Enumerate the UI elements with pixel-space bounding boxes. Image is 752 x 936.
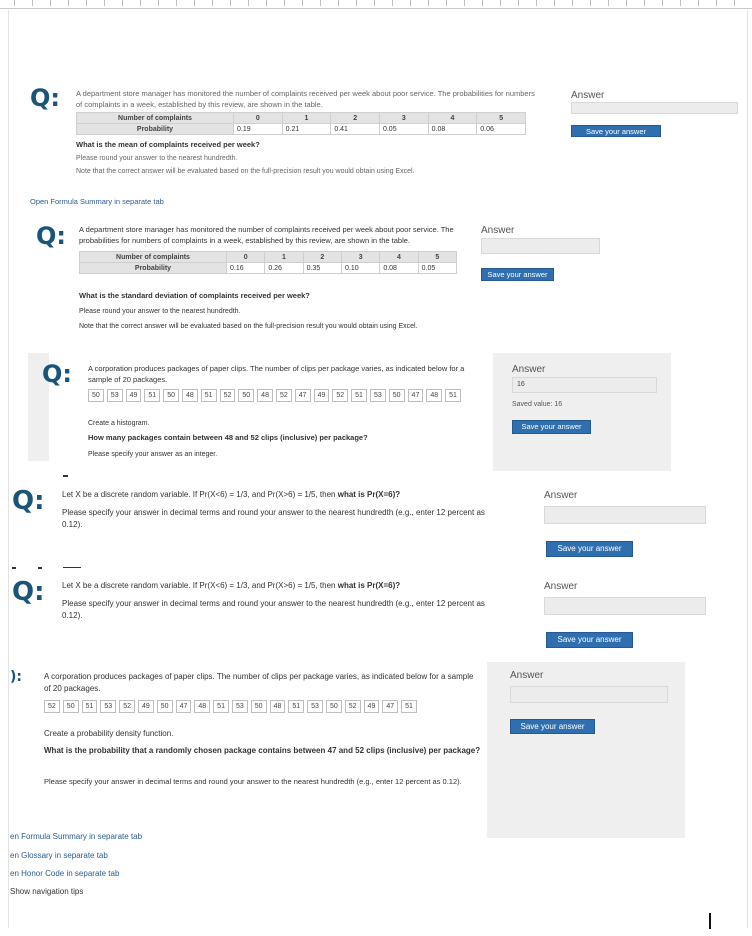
answer-input[interactable]: [571, 102, 738, 114]
sample-value: 51: [213, 700, 229, 713]
sample-value: 50: [63, 700, 79, 713]
sample-value: 50: [389, 389, 405, 402]
sample-value: 51: [445, 389, 461, 402]
ruler-tick: [500, 0, 501, 6]
sample-value: 53: [307, 700, 323, 713]
task-text: Create a probability density function.: [44, 729, 174, 738]
ruler-tick: [608, 0, 609, 6]
table-row-label: Number of complaints: [80, 252, 227, 263]
ruler-tick: [356, 0, 357, 6]
probability-table: [79, 251, 457, 274]
divider-mark: [38, 567, 42, 569]
question-bold-text: what is Pr(X=6)?: [337, 490, 401, 499]
answer-label: Answer: [544, 490, 578, 501]
answer-label: Answer: [571, 90, 605, 101]
table-header: 4: [380, 252, 418, 263]
sample-value: 51: [82, 700, 98, 713]
ruler-tick: [572, 0, 573, 6]
ruler-tick: [266, 0, 267, 6]
sample-value: 50: [238, 389, 254, 402]
question-prompt: How many packages contain between 48 and 52 clips (inclusive) per package?: [88, 433, 368, 442]
sample-value: 48: [257, 389, 273, 402]
table-cell: 0.19: [234, 124, 283, 135]
sample-value: 48: [182, 389, 198, 402]
excel-note: Note that the correct answer will be evaluated based on the full-precision result you would obtain using Excel.: [79, 323, 418, 330]
sample-value: 47: [176, 700, 192, 713]
table-cell: 0.21: [282, 124, 331, 135]
divider-mark: [12, 567, 16, 569]
sample-value: 50: [88, 389, 104, 402]
decimal-hint: Please specify your answer in decimal terms and round your answer to the nearest hundredth (e.g., enter 12 percent as 0.12).: [44, 777, 462, 786]
sample-value: 52: [119, 700, 135, 713]
sample-value: 51: [351, 389, 367, 402]
ruler-tick: [194, 0, 195, 6]
ruler-tick: [518, 0, 519, 6]
ruler-tick: [482, 0, 483, 6]
sample-value: 47: [382, 700, 398, 713]
table-cell: 0.10: [341, 263, 379, 274]
save-answer-button[interactable]: Save your answer: [512, 420, 591, 434]
question-prompt: What is the standard deviation of complaints received per week?: [79, 291, 310, 300]
answer-label: Answer: [512, 364, 546, 375]
question-intro: A corporation produces packages of paper clips. The number of clips per package varies, as indicated below for a sample of 20 packages.: [88, 364, 465, 384]
question-prompt: [62, 489, 502, 501]
question-intro: A department store manager has monitored the number of complaints received per week about poor service. The probabilities for numbers of complaints in a week, established by this review, are shown in the table.: [79, 225, 454, 245]
table-header: 4: [428, 113, 477, 124]
ruler-tick: [140, 0, 141, 6]
question-mark-icon: Q:: [30, 84, 60, 112]
ruler-tick: [248, 0, 249, 6]
ruler-tick: [50, 0, 51, 6]
integer-hint: Please specify your answer as an integer.: [88, 451, 218, 458]
ruler-tick: [446, 0, 447, 6]
ruler-tick: [212, 0, 213, 6]
ruler-tick: [338, 0, 339, 6]
question-prompt: What is the probability that a randomly chosen package contains between 47 and 52 clips (inclusive) per package?: [44, 746, 481, 755]
question-text: Let X be a discrete random variable. If Pr(X<6) = 1/3, and Pr(X>6) = 1/5, then: [62, 490, 338, 499]
ruler-tick: [554, 0, 555, 6]
sample-value: 48: [270, 700, 286, 713]
answer-label: Answer: [510, 670, 544, 681]
sample-value: 53: [107, 389, 123, 402]
answer-label: Answer: [481, 225, 515, 236]
table-header: 1: [282, 113, 331, 124]
ruler-tick: [716, 0, 717, 6]
ruler-tick: [374, 0, 375, 6]
table-cell: 0.08: [428, 124, 477, 135]
table-cell: 0.06: [477, 124, 526, 135]
ruler-tick: [680, 0, 681, 6]
text-cursor: [709, 913, 711, 929]
ruler-tick: [464, 0, 465, 6]
navigation-tips-link[interactable]: Show navigation tips: [10, 887, 84, 896]
sample-value: 50: [251, 700, 267, 713]
sample-value: 52: [220, 389, 236, 402]
sample-value: 52: [44, 700, 60, 713]
table-cell: 0.35: [303, 263, 341, 274]
sample-value: 48: [426, 389, 442, 402]
save-answer-button[interactable]: Save your answer: [571, 125, 661, 137]
answer-input[interactable]: [544, 506, 706, 524]
table-header: 5: [418, 252, 456, 263]
ruler-tick: [428, 0, 429, 6]
sample-value: 47: [408, 389, 424, 402]
glossary-link[interactable]: en Glossary in separate tab: [10, 851, 108, 860]
sample-value: 48: [194, 700, 210, 713]
ruler-tick: [698, 0, 699, 6]
sample-value: 47: [295, 389, 311, 402]
sample-value: 49: [138, 700, 154, 713]
ruler-tick: [230, 0, 231, 6]
table-row-label: Probability: [77, 124, 234, 135]
saved-value-text: Saved value: 16: [512, 401, 563, 408]
ruler-tick: [626, 0, 627, 6]
ruler-tick: [104, 0, 105, 6]
question-intro: A department store manager has monitored the number of complaints received per week about poor service. The probabilities for numbers of complaints in a week, established by this review, are shown in the table.: [76, 89, 535, 109]
ruler-tick: [14, 0, 15, 6]
ruler-tick: [392, 0, 393, 6]
ruler-tick: [320, 0, 321, 6]
table-header: 0: [227, 252, 265, 263]
question-text: Let X be a discrete random variable. If Pr(X<6) = 1/3, and Pr(X>6) = 1/5, then: [62, 581, 338, 590]
save-answer-button[interactable]: Save your answer: [510, 719, 595, 734]
ruler-tick: [68, 0, 69, 6]
table-cell: 0.41: [331, 124, 380, 135]
ruler-tick: [734, 0, 735, 6]
table-header: 3: [341, 252, 379, 263]
ruler-tick: [86, 0, 87, 6]
decimal-hint: Please specify your answer in decimal terms and round your answer to the nearest hundredth (e.g., enter 12 percent as 0.12).: [62, 508, 485, 529]
top-ruler: [0, 0, 752, 9]
rounding-hint: Please round your answer to the nearest hundredth.: [76, 155, 238, 162]
question-mark-icon: Q:: [42, 360, 72, 388]
table-header: 3: [379, 113, 428, 124]
table-cell: 0.05: [418, 263, 456, 274]
answer-input[interactable]: [510, 686, 668, 703]
sample-value: 50: [157, 700, 173, 713]
decimal-hint: Please specify your answer in decimal terms and round your answer to the nearest hundredth (e.g., enter 12 percent as 0.12).: [62, 599, 485, 620]
sample-value: 51: [288, 700, 304, 713]
table-header: 5: [477, 113, 526, 124]
divider-mark: [63, 567, 81, 568]
question-mark-icon: ):: [10, 669, 22, 685]
sample-value: 53: [100, 700, 116, 713]
table-header: 0: [234, 113, 283, 124]
table-cell: 0.26: [265, 263, 303, 274]
save-answer-button[interactable]: Save your answer: [546, 541, 633, 557]
ruler-tick: [122, 0, 123, 6]
table-header: 2: [331, 113, 380, 124]
answer-input[interactable]: [481, 238, 600, 254]
question-mark-icon: Q:: [36, 222, 66, 250]
ruler-tick: [302, 0, 303, 6]
table-cell: 0.05: [379, 124, 428, 135]
ruler-tick: [662, 0, 663, 6]
sample-value: 51: [201, 389, 217, 402]
save-answer-button[interactable]: Save your answer: [481, 268, 554, 281]
divider-mark: [63, 475, 68, 477]
answer-input[interactable]: 16: [512, 377, 657, 393]
question-prompt: What is the mean of complaints received per week?: [76, 140, 260, 149]
table-cell: 0.08: [380, 263, 418, 274]
table-row-label: Probability: [80, 263, 227, 274]
sample-value: 52: [276, 389, 292, 402]
ruler-tick: [590, 0, 591, 6]
table-header: 1: [265, 252, 303, 263]
table-row-label: Number of complaints: [77, 113, 234, 124]
sample-value: 53: [232, 700, 248, 713]
question-intro: A corporation produces packages of paper clips. The number of clips per package varies, as indicated below for a sample of 20 packages.: [44, 672, 474, 693]
sample-value: 51: [401, 700, 417, 713]
task-text: Create a histogram.: [88, 420, 150, 427]
question-prompt: [62, 580, 502, 592]
excel-note: Note that the correct answer will be evaluated based on the full-precision result you would obtain using Excel.: [76, 168, 415, 175]
sample-value: 51: [144, 389, 160, 402]
question-mark-icon: Q:: [12, 486, 45, 516]
probability-table: [76, 112, 526, 135]
sample-value: 49: [364, 700, 380, 713]
table-header: 2: [303, 252, 341, 263]
sample-value: 49: [126, 389, 142, 402]
ruler-tick: [158, 0, 159, 6]
save-answer-button[interactable]: Save your answer: [546, 632, 633, 648]
table-cell: 0.16: [227, 263, 265, 274]
sample-values: [44, 700, 420, 713]
sample-value: 50: [326, 700, 342, 713]
sample-value: 53: [370, 389, 386, 402]
ruler-tick: [284, 0, 285, 6]
question-mark-icon: Q:: [12, 577, 45, 607]
sample-value: 49: [314, 389, 330, 402]
ruler-tick: [32, 0, 33, 6]
ruler-tick: [644, 0, 645, 6]
sample-values: [88, 389, 464, 402]
ruler-tick: [410, 0, 411, 6]
question-bold-text: what is Pr(X=6)?: [337, 581, 401, 590]
sample-value: 52: [332, 389, 348, 402]
sample-value: 50: [163, 389, 179, 402]
honor-code-link[interactable]: en Honor Code in separate tab: [10, 869, 120, 878]
sample-value: 52: [345, 700, 361, 713]
formula-summary-link[interactable]: Open Formula Summary in separate tab: [30, 197, 164, 206]
ruler-tick: [176, 0, 177, 6]
answer-label: Answer: [544, 581, 578, 592]
ruler-tick: [536, 0, 537, 6]
rounding-hint: Please round your answer to the nearest hundredth.: [79, 308, 241, 315]
formula-summary-link[interactable]: en Formula Summary in separate tab: [10, 832, 143, 841]
answer-input[interactable]: [544, 597, 706, 615]
